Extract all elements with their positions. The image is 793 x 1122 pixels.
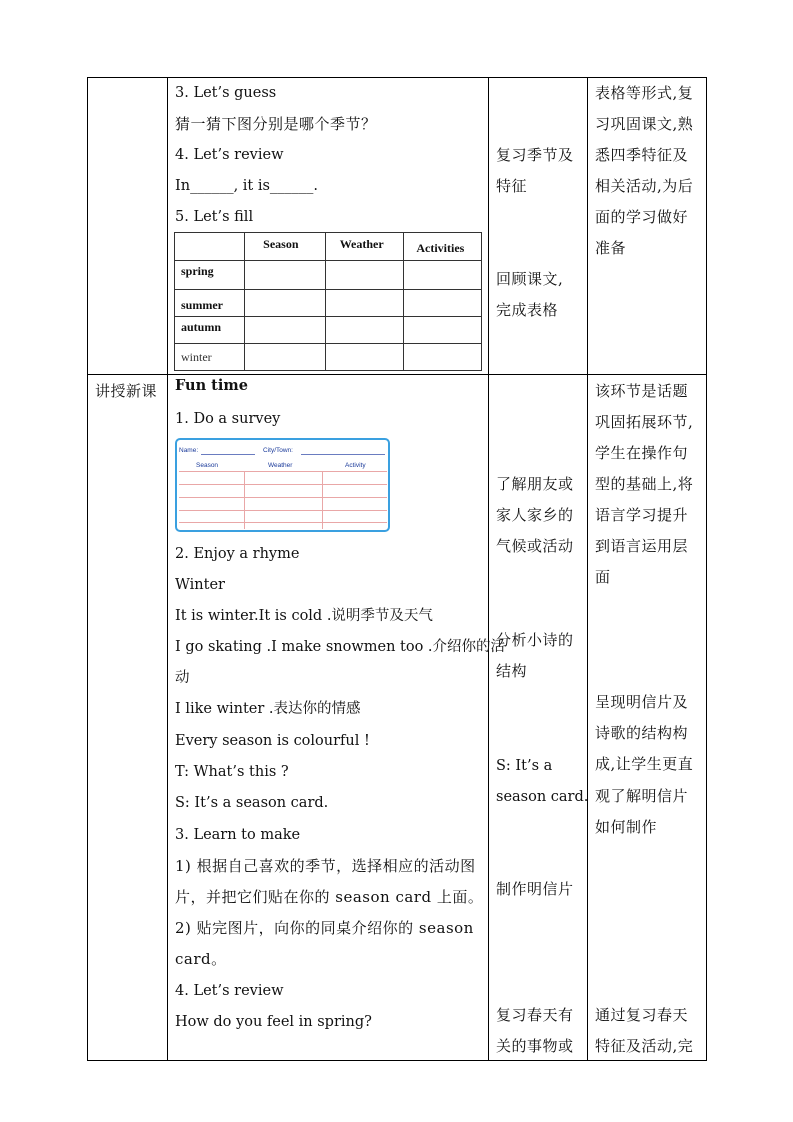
table-border-right <box>706 77 707 1061</box>
rhyme-line: It is winter.It is cold .说明季节及天气 <box>175 608 433 624</box>
survey-col-season: Season <box>196 462 219 469</box>
table-cell: autumn <box>175 317 245 344</box>
stage-label: 讲授新课 <box>95 382 158 400</box>
table-border-col3 <box>587 77 588 1061</box>
survey-grid-line <box>179 484 387 485</box>
season-fill-table <box>174 232 482 371</box>
table-row <box>175 317 482 344</box>
survey-name-blank <box>201 454 255 455</box>
purpose-text: 结构 <box>496 662 528 680</box>
table-border-col1 <box>167 77 168 1061</box>
table-border-col2 <box>488 77 489 1061</box>
intent-text: 呈现明信片及 <box>595 693 689 711</box>
purpose-text: 复习春天有 <box>496 1006 574 1024</box>
intent-text: 面的学习做好 <box>595 208 689 226</box>
survey-grid-line <box>179 471 387 472</box>
dialogue-line: S: It’s a season card. <box>175 795 329 811</box>
survey-grid-line <box>179 522 387 523</box>
purpose-text: 气候或活动 <box>496 537 574 555</box>
make-step: card。 <box>175 950 227 968</box>
intent-text: 观了解明信片 <box>595 787 689 805</box>
table-border-top <box>87 77 707 78</box>
make-step: 2) 贴完图片，向你的同桌介绍你的 season <box>175 919 474 937</box>
table-header-cell <box>175 233 245 261</box>
table-cell: spring <box>175 261 245 290</box>
intent-text: 该环节是话题 <box>595 382 689 400</box>
make-step: 1) 根据自己喜欢的季节，选择相应的活动图 <box>175 857 476 875</box>
table-row <box>175 233 482 261</box>
purpose-text: 家人家乡的 <box>496 506 574 524</box>
guess-text: 猜一猜下图分别是哪个季节？ <box>175 115 377 133</box>
purpose-text: 复习季节及 <box>496 146 574 164</box>
intent-text: 相关活动,为后 <box>595 177 694 195</box>
table-row <box>175 261 482 290</box>
fun-time-heading: Fun time <box>175 377 248 394</box>
purpose-text: 关的事物或 <box>496 1037 574 1055</box>
survey-heading: 1. Do a survey <box>175 411 281 427</box>
table-border-left <box>87 77 88 1061</box>
intent-text: 学生在操作句 <box>595 444 689 462</box>
rhyme-line: I go skating .I make snowmen too .介绍你的活 <box>175 639 506 655</box>
fill-sentence: In______, it is______. <box>175 178 319 194</box>
purpose-text: season card. <box>496 789 589 805</box>
survey-grid-line <box>244 471 245 529</box>
survey-name-label: Name: <box>179 447 199 454</box>
intent-text: 通过复习春天 <box>595 1006 689 1024</box>
intent-text: 表格等形式,复 <box>595 84 694 102</box>
intent-text: 诗歌的结构构 <box>595 724 689 742</box>
survey-grid-line <box>179 497 387 498</box>
intent-text: 型的基础上,将 <box>595 475 694 493</box>
intent-text: 准备 <box>595 239 627 257</box>
purpose-text: 了解朋友或 <box>496 475 574 493</box>
intent-text: 到语言运用层 <box>595 537 689 555</box>
table-border-bottom <box>87 1060 707 1061</box>
make-step: 片，并把它们贴在你的 season card 上面。 <box>175 888 484 906</box>
purpose-text: 分析小诗的 <box>496 631 574 649</box>
intent-text: 如何制作 <box>595 818 658 836</box>
purpose-text: 特征 <box>496 177 528 195</box>
table-row <box>175 344 482 371</box>
rhyme-line: 动 <box>175 670 190 686</box>
rhyme-title: Winter <box>175 577 225 593</box>
rhyme-line: I like winter .表达你的情感 <box>175 701 361 717</box>
intent-text: 成,让学生更直 <box>595 755 694 773</box>
table-row-divider <box>87 374 707 375</box>
table-row <box>175 290 482 317</box>
intent-text: 特征及活动,完 <box>595 1037 694 1055</box>
survey-col-weather: Weather <box>268 462 293 469</box>
intent-text: 习巩固课文,熟 <box>595 115 694 133</box>
intent-text: 语言学习提升 <box>595 506 689 524</box>
table-header-cell: Activities <box>404 233 482 261</box>
table-header-cell: Season <box>245 233 326 261</box>
survey-city-label: City/Town: <box>263 447 293 454</box>
purpose-text: S: It’s a <box>496 758 553 774</box>
table-cell: winter <box>175 344 245 371</box>
dialogue-line: T: What’s this ? <box>175 764 289 780</box>
intent-text: 巩固拓展环节, <box>595 413 694 431</box>
intent-text: 面 <box>595 568 611 586</box>
review-heading: 4. Let’s review <box>175 147 284 163</box>
rhyme-line: Every season is colourful ! <box>175 733 370 749</box>
review-question: How do you feel in spring? <box>175 1014 372 1030</box>
intent-text: 悉四季特征及 <box>595 146 689 164</box>
make-heading: 3. Learn to make <box>175 827 301 843</box>
survey-grid-line <box>179 510 387 511</box>
rhyme-heading: 2. Enjoy a rhyme <box>175 546 300 562</box>
survey-col-activity: Activity <box>345 462 366 469</box>
table-cell: summer <box>175 290 245 317</box>
survey-grid-line <box>322 471 323 529</box>
survey-city-blank <box>301 454 385 455</box>
purpose-text: 制作明信片 <box>496 880 574 898</box>
guess-heading: 3. Let’s guess <box>175 85 277 101</box>
review-heading-2: 4. Let’s review <box>175 983 284 999</box>
purpose-text: 回顾课文, <box>496 270 564 288</box>
fill-heading: 5. Let’s fill <box>175 209 254 225</box>
purpose-text: 完成表格 <box>496 301 559 319</box>
survey-card-image <box>175 438 390 532</box>
table-header-cell: Weather <box>325 233 404 261</box>
